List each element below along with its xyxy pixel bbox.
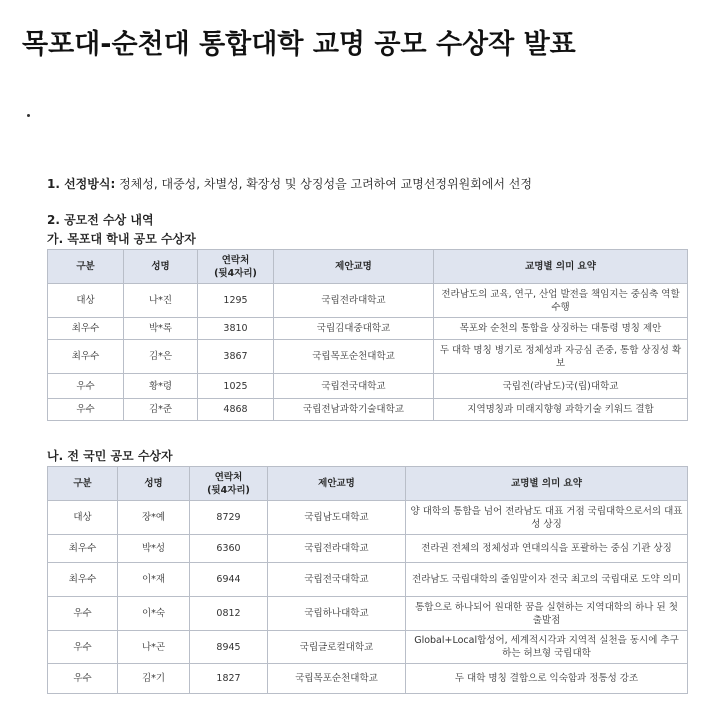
column-header-name: 성명	[124, 250, 198, 284]
cell-summary: 두 대학 명칭 병기로 정체성과 자긍심 존중, 통합 상징성 확보	[434, 340, 688, 374]
cell-category: 대상	[48, 501, 118, 535]
page-title: 목포대-순천대 통합대학 교명 공모 수상작 발표	[22, 29, 576, 60]
cell-summary: 두 대학 명칭 결합으로 익숙함과 정통성 강조	[406, 664, 688, 694]
table-row	[48, 374, 688, 399]
cell-name: 박*성	[118, 535, 190, 563]
cell-contact: 1295	[198, 284, 274, 318]
cell-category: 최우수	[48, 340, 124, 374]
cell-name: 김*기	[118, 664, 190, 694]
cell-proposed-name: 국립남도대학교	[268, 501, 406, 535]
cell-summary: 목포와 순천의 통합을 상징하는 대통령 명칭 제안	[434, 318, 688, 340]
bullet-dot	[27, 114, 30, 117]
cell-proposed-name: 국립목포순천대학교	[274, 340, 434, 374]
cell-contact: 1827	[190, 664, 268, 694]
column-header-category: 구분	[48, 467, 118, 501]
section-heading-awards: 2. 공모전 수상 내역	[47, 213, 154, 227]
cell-name: 황*령	[124, 374, 198, 399]
cell-category: 최우수	[48, 318, 124, 340]
table-row	[48, 597, 688, 631]
cell-summary: Global+Local합성어, 세계적시각과 지역적 실천을 동시에 추구하는 허브형 국립대학	[406, 631, 688, 664]
cell-contact: 6360	[190, 535, 268, 563]
table-a-heading: 가. 목포대 학내 공모 수상자	[47, 232, 196, 246]
cell-summary: 전라남도 국립대학의 줄임말이자 전국 최고의 국립대로 도약 의미	[406, 563, 688, 597]
cell-summary: 전라권 전체의 정체성과 연대의식을 포괄하는 중심 기관 상징	[406, 535, 688, 563]
cell-proposed-name: 국립목포순천대학교	[268, 664, 406, 694]
cell-category: 우수	[48, 631, 118, 664]
cell-proposed-name: 국립김대중대학교	[274, 318, 434, 340]
cell-name: 김*준	[124, 399, 198, 421]
table-row	[48, 664, 688, 694]
column-header-category: 구분	[48, 250, 124, 284]
cell-summary: 양 대학의 통합을 넘어 전라남도 대표 거점 국립대학으로서의 대표성 상징	[406, 501, 688, 535]
cell-contact: 3810	[198, 318, 274, 340]
table-b-heading: 나. 전 국민 공모 수상자	[47, 449, 173, 463]
cell-contact: 8945	[190, 631, 268, 664]
column-header-summary: 교명별 의미 요약	[406, 467, 688, 501]
table-row	[48, 501, 688, 535]
cell-proposed-name: 국립전국대학교	[268, 563, 406, 597]
cell-name: 나*진	[124, 284, 198, 318]
cell-category: 우수	[48, 374, 124, 399]
cell-proposed-name: 국립글로컬대학교	[268, 631, 406, 664]
selection-method-text: 정체성, 대중성, 차별성, 확장성 및 상징성을 고려하여 교명선정위원회에서 선정	[115, 177, 532, 191]
table-header-row	[48, 467, 688, 501]
cell-summary: 국립전(라남도)국(립)대학교	[434, 374, 688, 399]
table-row	[48, 535, 688, 563]
cell-proposed-name: 국립전국대학교	[274, 374, 434, 399]
table-mokpo-internal-awards	[47, 249, 688, 421]
table-row	[48, 284, 688, 318]
cell-proposed-name: 국립전라대학교	[274, 284, 434, 318]
table-row	[48, 340, 688, 374]
cell-summary: 지역명칭과 미래지향형 과학기술 키워드 결합	[434, 399, 688, 421]
cell-proposed-name: 국립하나대학교	[268, 597, 406, 631]
cell-summary: 전라남도의 교육, 연구, 산업 발전을 책임지는 중심축 역할 수행	[434, 284, 688, 318]
table-row	[48, 318, 688, 340]
cell-name: 장*예	[118, 501, 190, 535]
column-header-proposed-name: 제안교명	[268, 467, 406, 501]
column-header-proposed-name: 제안교명	[274, 250, 434, 284]
cell-contact: 1025	[198, 374, 274, 399]
table-row	[48, 631, 688, 664]
cell-contact: 4868	[198, 399, 274, 421]
selection-method-label: 1. 선정방식:	[47, 177, 116, 191]
cell-summary: 통합으로 하나되어 원대한 꿈을 실현하는 지역대학의 하나 된 첫 출발점	[406, 597, 688, 631]
table-row	[48, 563, 688, 597]
cell-category: 최우수	[48, 563, 118, 597]
column-header-contact: 연락처 (뒷4자리)	[190, 467, 268, 501]
table-national-awards	[47, 466, 688, 694]
cell-contact: 0812	[190, 597, 268, 631]
cell-category: 우수	[48, 597, 118, 631]
table-header-row	[48, 250, 688, 284]
cell-name: 김*은	[124, 340, 198, 374]
cell-contact: 8729	[190, 501, 268, 535]
cell-name: 이*숙	[118, 597, 190, 631]
cell-name: 이*재	[118, 563, 190, 597]
cell-name: 나*곤	[118, 631, 190, 664]
cell-category: 우수	[48, 664, 118, 694]
cell-category: 대상	[48, 284, 124, 318]
cell-contact: 3867	[198, 340, 274, 374]
column-header-summary: 교명별 의미 요약	[434, 250, 688, 284]
cell-name: 박*록	[124, 318, 198, 340]
cell-category: 우수	[48, 399, 124, 421]
column-header-name: 성명	[118, 467, 190, 501]
column-header-contact: 연락처 (뒷4자리)	[198, 250, 274, 284]
cell-proposed-name: 국립전남과학기술대학교	[274, 399, 434, 421]
cell-category: 최우수	[48, 535, 118, 563]
cell-proposed-name: 국립전라대학교	[268, 535, 406, 563]
selection-method	[47, 175, 532, 192]
table-row	[48, 399, 688, 421]
cell-contact: 6944	[190, 563, 268, 597]
